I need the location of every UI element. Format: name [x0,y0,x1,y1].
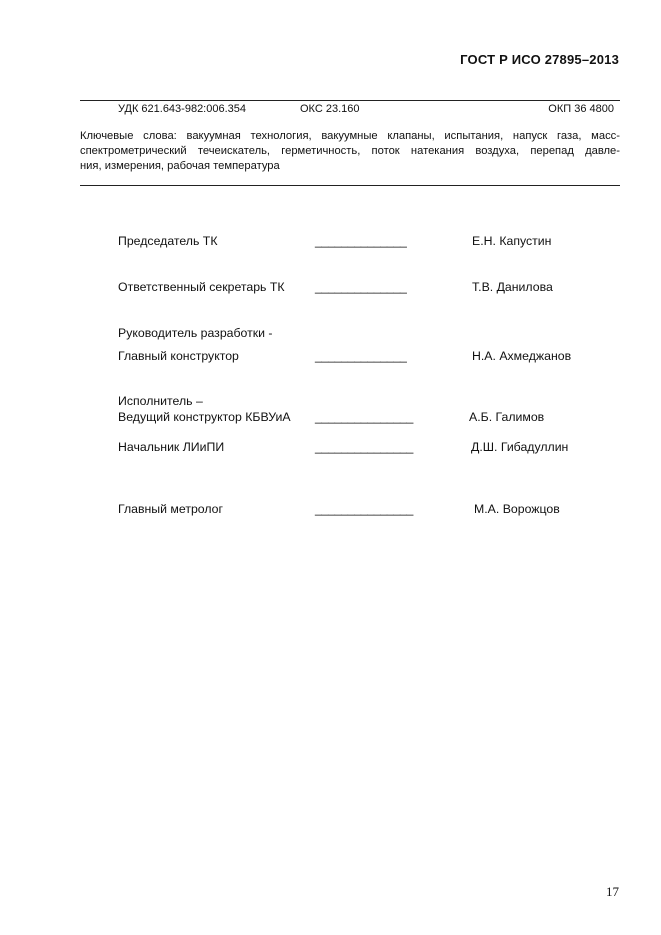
oks-code: ОКС 23.160 [300,103,360,115]
signatory-role: Главный конструктор [118,349,239,363]
signatory-name: Н.А. Ахмеджанов [472,349,572,363]
signatory-role-heading: Исполнитель – [118,394,203,408]
signatory-role: Начальник ЛИиПИ [118,440,225,454]
signature-line: ______________ [315,349,407,363]
signatory-role: Ведущий конструктор КБВУиА [118,410,291,424]
signatory-role-heading: Руководитель разработки - [118,326,273,340]
top-divider [80,100,620,101]
signatory-name: Е.Н. Капустин [472,234,552,248]
signatory-role: Председатель ТК [118,234,218,248]
signatory-name: М.А. Ворожцов [474,502,560,516]
signatory-role: Ответственный секретарь ТК [118,280,285,294]
udk-code: УДК 621.643-982:006.354 [118,103,247,115]
signature-line: ______________ [315,280,407,294]
bottom-divider [80,185,620,186]
signature-line: _______________ [315,440,414,454]
document-code: ГОСТ Р ИСО 27895–2013 [460,52,619,67]
signatory-name: Д.Ш. Гибадуллин [471,440,569,454]
signature-line: _______________ [315,410,414,424]
keywords-line: спектрометрический течеискатель, герметичность, поток натекания воздуха, перепад давле- [80,145,620,157]
keywords-block [80,129,620,174]
signatory-role: Главный метролог [118,502,223,516]
page-number: 17 [606,884,619,899]
signatory-name: Т.В. Данилова [472,280,553,294]
signature-line: ______________ [315,234,407,248]
signatory-name: А.Б. Галимов [469,410,545,424]
keywords-line: ния, измерения, рабочая температура [80,160,280,172]
keywords-line: Ключевые слова: вакуумная технология, вакуумные клапаны, испытания, напуск газа, масс- [80,130,620,142]
signature-line: _______________ [315,502,414,516]
okp-code: ОКП 36 4800 [548,103,614,115]
